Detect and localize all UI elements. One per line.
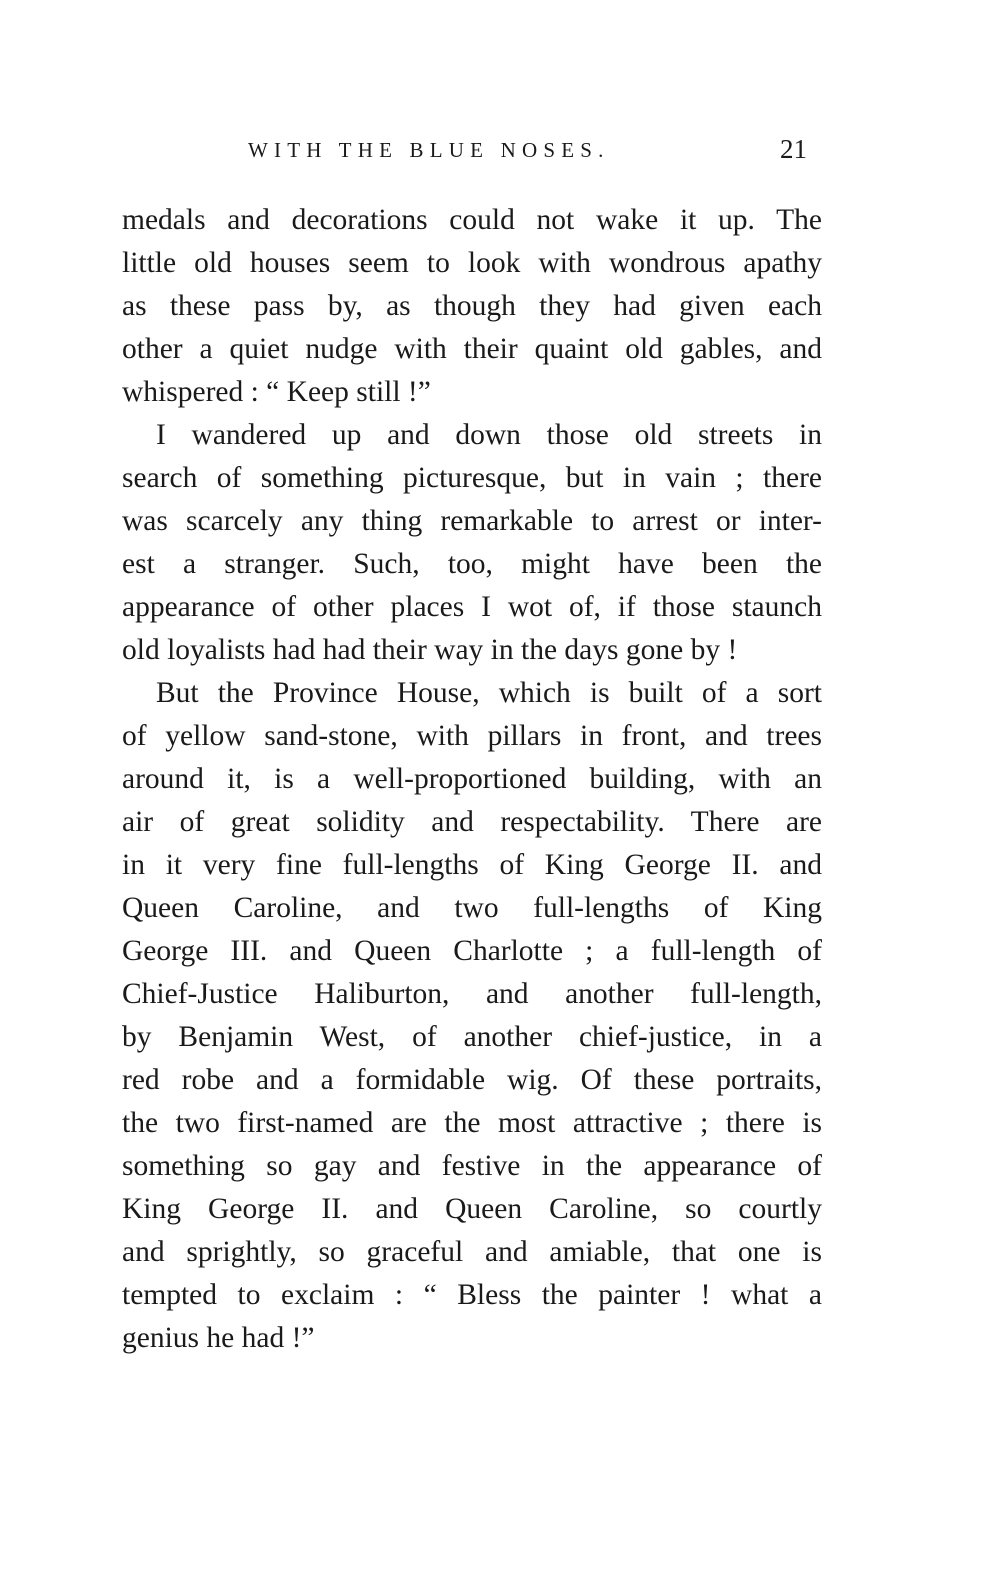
text-line: by Benjamin West, of another chief-justice, in a (122, 1021, 822, 1053)
text-line: and sprightly, so graceful and amiable, that one is (122, 1236, 822, 1268)
text-line: tempted to exclaim : “ Bless the painter ! what a (122, 1279, 822, 1311)
text-line: the two first-named are the most attractive ; there is (122, 1107, 822, 1139)
text-line: in it very fine full-lengths of King George II. and (122, 849, 822, 881)
text-line: est a stranger. Such, too, might have been the (122, 548, 822, 580)
text-line: little old houses seem to look with wondrous apathy (122, 247, 822, 279)
body-text (122, 199, 822, 1360)
text-line: was scarcely any thing remarkable to arrest or inter- (122, 505, 822, 537)
text-line: But the Province House, which is built of a sort (156, 677, 822, 709)
running-head: WITH THE BLUE NOSES. (248, 138, 610, 162)
text-line: medals and decorations could not wake it up. The (122, 204, 822, 236)
text-line: air of great solidity and respectability. There are (122, 806, 822, 838)
text-line: something so gay and festive in the appearance of (122, 1150, 822, 1182)
page-number: 21 (780, 134, 807, 164)
text-line: whispered : “ Keep still !” (122, 376, 431, 408)
text-line: Chief-Justice Haliburton, and another full-length, (122, 978, 822, 1010)
text-line: of yellow sand-stone, with pillars in front, and trees (122, 720, 822, 752)
text-line: Queen Caroline, and two full-lengths of King (122, 892, 822, 924)
text-line: red robe and a formidable wig. Of these portraits, (122, 1064, 822, 1096)
text-line: George III. and Queen Charlotte ; a full-length of (122, 935, 822, 967)
text-line: King George II. and Queen Caroline, so courtly (122, 1193, 822, 1225)
text-line: other a quiet nudge with their quaint old gables, and (122, 333, 822, 365)
text-line: appearance of other places I wot of, if those staunch (122, 591, 822, 623)
text-line: genius he had !” (122, 1322, 315, 1354)
text-line: around it, is a well-proportioned building, with an (122, 763, 822, 795)
text-line: old loyalists had had their way in the days gone by ! (122, 634, 738, 666)
text-line: as these pass by, as though they had given each (122, 290, 822, 322)
text-line: I wandered up and down those old streets in (156, 419, 822, 451)
text-line: search of something picturesque, but in vain ; there (122, 462, 822, 494)
